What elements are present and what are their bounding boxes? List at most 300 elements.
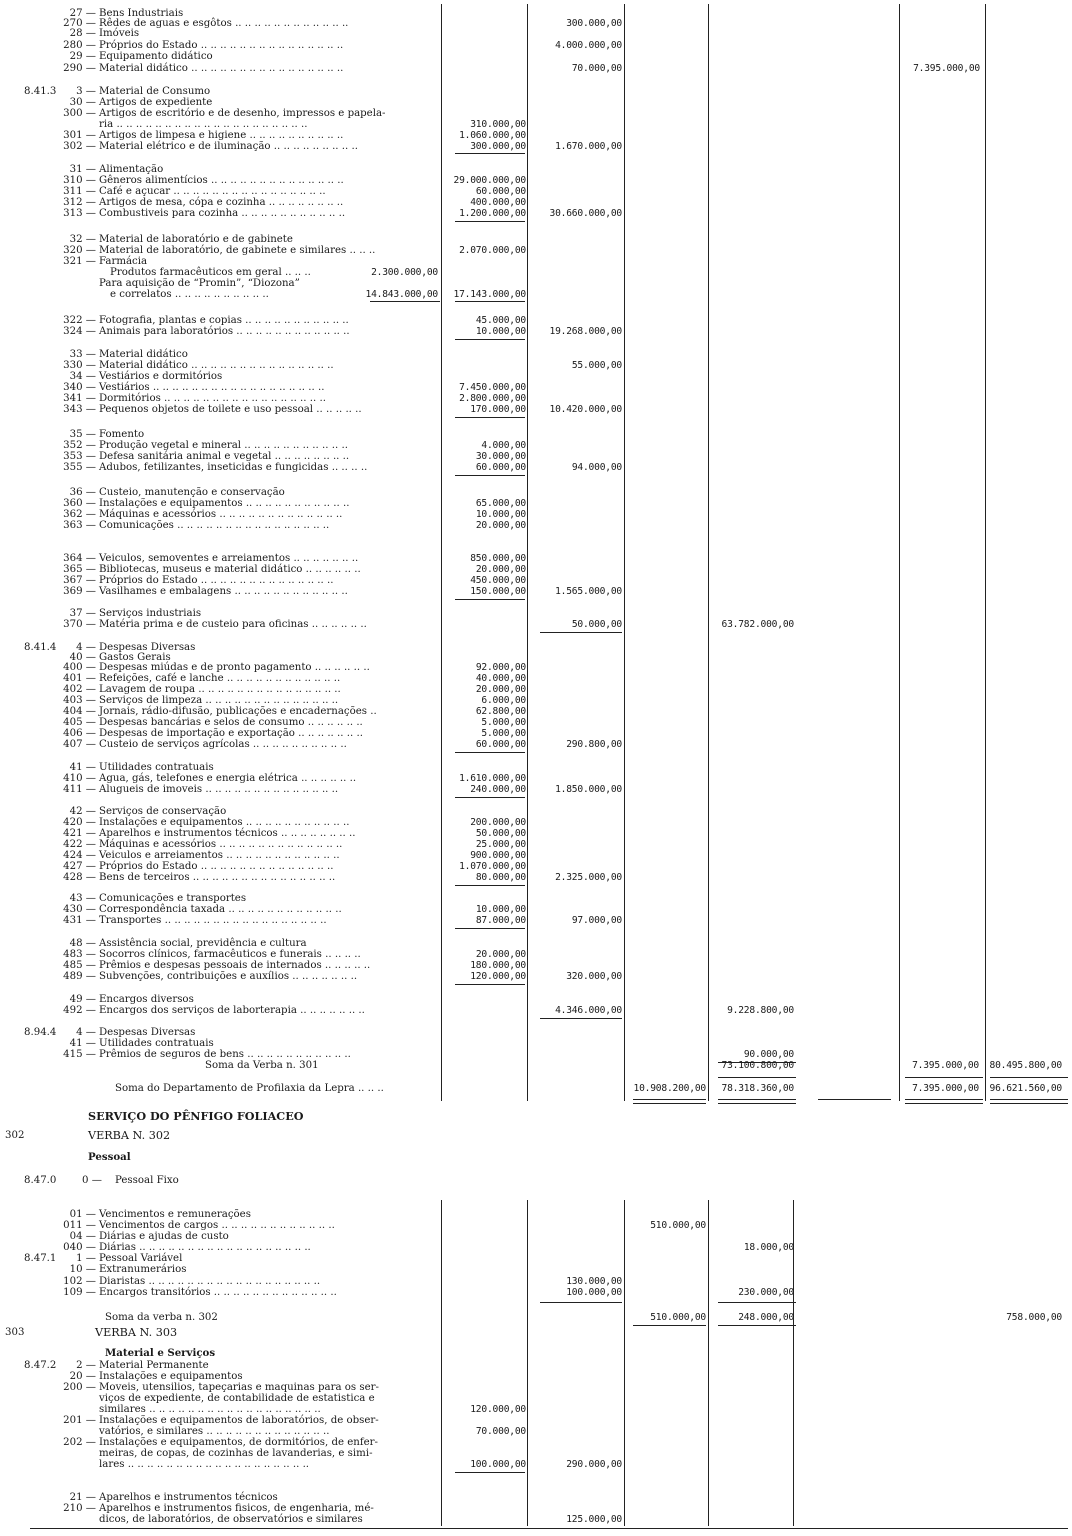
item-description: Aparelhos e instrumentos técnicos	[99, 1492, 278, 1503]
amount-c3: 19.268.000,00	[549, 326, 622, 337]
amount-c2: 200.000,00	[470, 817, 526, 828]
item-description: Jornais, rádio-difusão, publicações e encadernações ..	[99, 706, 377, 717]
item-description: lares .. .. .. .. .. .. .. .. .. .. .. .. .. .. .. .. .. .. ..	[99, 1459, 310, 1470]
table-row	[0, 429, 1072, 440]
item-description: Fomento	[99, 429, 145, 440]
subtotal-rule	[718, 1302, 796, 1303]
subtotal-rule	[455, 928, 525, 929]
item-code: 34 —	[69, 371, 96, 382]
item-code: 406 —	[63, 728, 96, 739]
item-code: 410 —	[63, 773, 96, 784]
table-row	[0, 289, 1072, 300]
item-code: 310 —	[63, 175, 96, 186]
amount-c2: 5.000,00	[481, 728, 526, 739]
table-row	[0, 108, 1072, 119]
table-row	[0, 773, 1072, 784]
table-row	[0, 1287, 1072, 1298]
item-description: Instalações e equipamentos .. .. .. .. .. .. .. .. .. .. ..	[99, 817, 350, 828]
table-row	[0, 40, 1072, 51]
section-number: 8.47.2	[24, 1360, 57, 1371]
table-row	[0, 186, 1072, 197]
item-code: 20 —	[69, 1371, 96, 1382]
table-row	[0, 51, 1072, 62]
total-rule	[818, 1099, 891, 1100]
amount-c3: 290.800,00	[566, 739, 622, 750]
item-code: 49 —	[69, 994, 96, 1005]
item-description: Veiculos e arreiamentos .. .. .. .. .. .. .. .. .. .. .. ..	[99, 850, 340, 861]
amount-c2: 17.143.000,00	[453, 289, 526, 300]
table-row	[0, 1503, 1072, 1514]
item-code: 31 —	[69, 164, 96, 175]
item-code: 313 —	[63, 208, 96, 219]
amount-c2: 1.070.000,00	[459, 861, 526, 872]
subtotal-rule	[370, 301, 440, 302]
table-row	[0, 371, 1072, 382]
amount-c3: 290.000,00	[566, 1459, 622, 1470]
table-row	[0, 278, 1072, 289]
amount-c2: 50.000,00	[475, 828, 526, 839]
item-code: 42 —	[69, 806, 96, 817]
table-row	[0, 662, 1072, 673]
item-code: 421 —	[63, 828, 96, 839]
item-code: 402 —	[63, 684, 96, 695]
table-row	[0, 1209, 1072, 1220]
item-code: 4 —	[76, 642, 96, 653]
item-code: 369 —	[63, 586, 96, 597]
item-description: Instalações e equipamentos	[99, 1371, 243, 1382]
soma-verba-302-label: Soma da verba n. 302	[105, 1312, 218, 1323]
amount-c2: 6.000,00	[481, 695, 526, 706]
item-description: Diárias .. .. .. .. .. .. .. .. .. .. .. .. .. .. .. .. .. ..	[99, 1242, 311, 1253]
item-code: 367 —	[63, 575, 96, 586]
subtotal-rule	[540, 1302, 622, 1303]
amount-c3: 1.850.000,00	[555, 784, 622, 795]
item-code: 405 —	[63, 717, 96, 728]
section-number: 8.41.4	[24, 642, 57, 653]
item-code: 41 —	[69, 1038, 96, 1049]
table-row	[0, 728, 1072, 739]
table-row	[0, 315, 1072, 326]
subtotal-rule	[455, 752, 525, 753]
verba-302-row	[0, 1130, 1072, 1141]
amount-c2: 1.200.000,00	[459, 208, 526, 219]
table-row	[0, 1382, 1072, 1393]
amount-c3: 4.000.000,00	[555, 40, 622, 51]
item-code: 431 —	[63, 915, 96, 926]
table-row	[0, 915, 1072, 926]
table-row	[0, 130, 1072, 141]
item-code: 312 —	[63, 197, 96, 208]
amount-c5: 230.000,00	[738, 1287, 794, 1298]
amount-c2: 87.000,00	[475, 915, 526, 926]
item-description: Gastos Gerais	[99, 652, 171, 663]
item-description: Agua, gás, telefones e energia elétrica .. .. .. .. .. ..	[99, 773, 357, 784]
subtotal-rule	[455, 797, 525, 798]
amount-c2: 1.060.000,00	[459, 130, 526, 141]
table-row	[0, 1049, 1072, 1060]
item-code: 403 —	[63, 695, 96, 706]
item-code: 4 —	[76, 1027, 96, 1038]
item-code: 27 —	[69, 8, 96, 19]
item-code: 352 —	[63, 440, 96, 451]
item-code: 202 —	[63, 1437, 96, 1448]
table-row	[0, 1038, 1072, 1049]
table-row	[0, 462, 1072, 473]
table-row	[0, 938, 1072, 949]
item-description: Prêmios de seguros de bens .. .. .. .. .. .. .. .. .. .. ..	[99, 1049, 351, 1060]
amount-c3: 1.670.000,00	[555, 141, 622, 152]
amount-c3: 55.000,00	[571, 360, 622, 371]
amount-c5: 90.000,00	[743, 1049, 794, 1060]
table-row	[0, 1242, 1072, 1253]
item-code: 430 —	[63, 904, 96, 915]
table-row	[0, 861, 1072, 872]
item-code: 428 —	[63, 872, 96, 883]
item-description: viços de expediente, de contabilidade de estatistica e	[99, 1393, 375, 1404]
item-description: Utilidades contratuais	[99, 762, 214, 773]
soma-verba-302-c4: 510.000,00	[650, 1312, 706, 1323]
item-code: 322 —	[63, 315, 96, 326]
item-description: Adubos, fetilizantes, inseticidas e fungicidas .. .. .. ..	[99, 462, 368, 473]
amount-c3: 100.000,00	[566, 1287, 622, 1298]
item-code: 102 —	[63, 1276, 96, 1287]
item-description: Alimentação	[99, 164, 164, 175]
soma-verba-301-c7: 80.495.800,00	[989, 1060, 1062, 1071]
amount-c2: 240.000,00	[470, 784, 526, 795]
soma-verba-301-c5: 73.100.800,00	[721, 1060, 794, 1071]
table-row	[0, 1448, 1072, 1459]
item-code: 29 —	[69, 51, 96, 62]
item-description: Equipamento didático	[99, 51, 213, 62]
item-code: 109 —	[63, 1287, 96, 1298]
table-row	[0, 1360, 1072, 1371]
item-description: Custeio de serviços agrícolas .. .. .. .. .. .. .. .. .. ..	[99, 739, 347, 750]
table-row	[0, 509, 1072, 520]
table-row	[0, 234, 1072, 245]
amount-c2: 70.000,00	[475, 1426, 526, 1437]
amount-c2: 62.800,00	[475, 706, 526, 717]
table-row	[0, 119, 1072, 130]
amount-c2: 7.450.000,00	[459, 382, 526, 393]
table-row	[0, 1264, 1072, 1275]
item-description: Artigos de limpesa e higiene .. .. .. .. .. .. .. .. .. ..	[99, 130, 344, 141]
subtotal-rule	[455, 221, 525, 222]
item-description: Rêdes de aguas e esgôtos .. .. .. .. .. .. .. .. .. .. .. ..	[99, 18, 349, 29]
item-description: Serviços industriais	[99, 608, 202, 619]
item-description: Refeições, café e lanche .. .. .. .. .. .. .. .. .. .. .. ..	[99, 673, 341, 684]
item-code: 300 —	[63, 108, 96, 119]
soma-departamento-c4: 10.908.200,00	[633, 1083, 706, 1094]
table-row	[0, 1514, 1072, 1525]
amount-c2: 60.000,00	[475, 739, 526, 750]
item-code: 32 —	[69, 234, 96, 245]
item-code: 353 —	[63, 451, 96, 462]
amount-c2: 900.000,00	[470, 850, 526, 861]
item-code: 360 —	[63, 498, 96, 509]
item-code: 343 —	[63, 404, 96, 415]
item-code: 320 —	[63, 245, 96, 256]
item-description: Moveis, utensilios, tapeçarias e maquinas para os ser-	[99, 1382, 379, 1393]
item-description: Instalações e equipamentos .. .. .. .. .. .. .. .. .. .. ..	[99, 498, 350, 509]
item-code: 301 —	[63, 130, 96, 141]
amount-c2: 20.000,00	[475, 564, 526, 575]
table-row	[0, 1404, 1072, 1415]
pessoal-fixo-desc: Pessoal Fixo	[115, 1175, 179, 1186]
table-row	[0, 817, 1072, 828]
verba-302-title: VERBA N. 302	[88, 1129, 171, 1142]
item-code: 35 —	[69, 429, 96, 440]
amount-c2: 80.000,00	[475, 872, 526, 883]
item-description: e correlatos .. .. .. .. .. .. .. .. .. ..	[110, 289, 269, 300]
item-description: Farmácia	[99, 256, 148, 267]
amount-c2: 400.000,00	[470, 197, 526, 208]
table-row	[0, 1437, 1072, 1448]
table-row	[0, 839, 1072, 850]
item-description: Prêmios e despesas pessoais de internados .. .. .. .. ..	[99, 960, 371, 971]
amount-c2: 29.000.000,00	[453, 175, 526, 186]
material-servicos-heading: Material e Serviços	[105, 1347, 216, 1359]
total-rule	[905, 1103, 983, 1104]
table-row	[0, 739, 1072, 750]
item-code: 400 —	[63, 662, 96, 673]
item-code: 485 —	[63, 960, 96, 971]
section-number: 8.47.1	[24, 1253, 57, 1264]
soma-verba-302-c7: 758.000,00	[1006, 1312, 1062, 1323]
item-description: Lavagem de roupa .. .. .. .. .. .. .. .. .. .. .. .. .. .. ..	[99, 684, 341, 695]
table-row	[0, 684, 1072, 695]
amount-c3: 130.000,00	[566, 1276, 622, 1287]
item-code: 489 —	[63, 971, 96, 982]
item-description: Café e açucar .. .. .. .. .. .. .. .. .. .. .. .. .. .. .. ..	[99, 186, 326, 197]
table-row	[0, 1231, 1072, 1242]
item-description: Aparelhos e instrumentos técnicos .. .. .. .. .. .. .. ..	[99, 828, 356, 839]
item-description: Material de laboratório e de gabinete	[99, 234, 293, 245]
subtotal-rule	[455, 984, 525, 985]
item-description: Socorros clínicos, farmacêuticos e funerais .. .. .. ..	[99, 949, 361, 960]
item-code: 422 —	[63, 839, 96, 850]
item-code: 404 —	[63, 706, 96, 717]
table-row	[0, 673, 1072, 684]
table-row	[0, 208, 1072, 219]
table-row	[0, 619, 1072, 630]
amount-c2: 2.800.000,00	[459, 393, 526, 404]
amount-c2: 30.000,00	[475, 451, 526, 462]
table-row	[0, 267, 1072, 278]
item-description: Combustiveis para cozinha .. .. .. .. .. .. .. .. .. .. ..	[99, 208, 346, 219]
item-description: Material de laboratório, de gabinete e similares .. .. ..	[99, 245, 376, 256]
amount-c2: 65.000,00	[475, 498, 526, 509]
item-code: 341 —	[63, 393, 96, 404]
item-code: 311 —	[63, 186, 96, 197]
item-description: similares .. .. .. .. .. .. .. .. .. .. .. .. .. .. .. .. .. ..	[99, 1404, 321, 1415]
item-description: Bibliotecas, museus e material didático .. .. .. .. .. ..	[99, 564, 361, 575]
table-row	[0, 382, 1072, 393]
table-row	[0, 1027, 1072, 1038]
item-description: Bens Industriais	[99, 8, 184, 19]
item-code: 200 —	[63, 1382, 96, 1393]
page-bottom-rule	[30, 1528, 1068, 1529]
item-description: Material elétrico e de iluminação .. .. .. .. .. .. .. .. ..	[99, 141, 358, 152]
item-description: Defesa sanitária animal e vegetal .. .. .. .. .. .. .. ..	[99, 451, 350, 462]
pessoal-fixo-section: 8.47.0	[24, 1175, 57, 1186]
subtotal-rule	[718, 1077, 796, 1078]
item-description: Artigos de escritório e de desenho, impressos e papela-	[99, 108, 386, 119]
table-row	[0, 245, 1072, 256]
material-servicos-row	[0, 1348, 1072, 1359]
item-description: Bens de terceiros .. .. .. .. .. .. .. .. .. .. .. .. .. .. ..	[99, 872, 336, 883]
item-code: 10 —	[69, 1264, 96, 1275]
soma-verba-302-row	[0, 1312, 1072, 1323]
table-row	[0, 994, 1072, 1005]
amount-c2: 92.000,00	[475, 662, 526, 673]
item-code: 201 —	[63, 1415, 96, 1426]
item-description: Máquinas e acessórios .. .. .. .. .. .. .. .. .. .. .. .. ..	[99, 839, 343, 850]
servico-title: SERVIÇO DO PÊNFIGO FOLIACEO	[88, 1109, 304, 1123]
item-description: Matéria prima e de custeio para oficinas .. .. .. .. .. ..	[99, 619, 367, 630]
soma-verba-302-c5: 248.000,00	[738, 1312, 794, 1323]
table-row	[0, 256, 1072, 267]
amount-c3: 4.346.000,00	[555, 1005, 622, 1016]
amount-c4: 510.000,00	[650, 1220, 706, 1231]
item-code: 48 —	[69, 938, 96, 949]
table-row	[0, 695, 1072, 706]
item-description: Despesas bancárias e selos de consumo .. .. .. .. .. ..	[99, 717, 363, 728]
amount-c5: 9.228.800,00	[727, 1005, 794, 1016]
item-code: 330 —	[63, 360, 96, 371]
table-row	[0, 1220, 1072, 1231]
item-code: 270 —	[63, 18, 96, 29]
soma-departamento-c5: 78.318.360,00	[721, 1083, 794, 1094]
item-code: 483 —	[63, 949, 96, 960]
amount-c2: 120.000,00	[470, 1404, 526, 1415]
table-row	[0, 1253, 1072, 1264]
item-code: 36 —	[69, 487, 96, 498]
amount-c2: 4.000,00	[481, 440, 526, 451]
table-row	[0, 1371, 1072, 1382]
pessoal-heading: Pessoal	[88, 1151, 131, 1163]
verba-302-margin: 302	[5, 1130, 25, 1141]
item-description: Fotografia, plantas e copias .. .. .. .. .. .. .. .. .. .. ..	[99, 315, 349, 326]
item-description: Imóveis	[99, 28, 140, 39]
subtotal-rule	[455, 153, 525, 154]
table-row	[0, 86, 1072, 97]
amount-c2: 2.070.000,00	[459, 245, 526, 256]
item-description: Encargos dos serviços de laborterapia .. .. .. .. .. .. ..	[99, 1005, 365, 1016]
item-description: Instalações e equipamentos de laboratórios, de obser-	[99, 1415, 379, 1426]
amount-c2: 1.610.000,00	[459, 773, 526, 784]
table-row	[0, 828, 1072, 839]
table-row	[0, 63, 1072, 74]
amount-c3: 50.000,00	[571, 619, 622, 630]
table-row	[0, 949, 1072, 960]
item-description: Próprios do Estado .. .. .. .. .. .. .. .. .. .. .. .. .. .. ..	[99, 40, 344, 51]
item-code: 492 —	[63, 1005, 96, 1016]
amount-c3: 94.000,00	[571, 462, 622, 473]
table-row	[0, 393, 1072, 404]
verba-303-row	[0, 1327, 1072, 1338]
table-row	[0, 608, 1072, 619]
section-number: 8.94.4	[24, 1027, 57, 1038]
item-code: 363 —	[63, 520, 96, 531]
subtotal-rule	[990, 1077, 1068, 1078]
soma-verba-301-c6: 7.395.000,00	[912, 1060, 979, 1071]
item-description: Serviços de limpeza .. .. .. .. .. .. .. .. .. .. .. .. .. ..	[99, 695, 339, 706]
item-description: Dormitórios .. .. .. .. .. .. .. .. .. .. .. .. .. .. .. .. ..	[99, 393, 326, 404]
table-row	[0, 326, 1072, 337]
item-description: Veiculos, semoventes e arreiamentos .. .. .. .. .. .. ..	[99, 553, 359, 564]
table-row	[0, 575, 1072, 586]
amount-c5: 18.000,00	[743, 1242, 794, 1253]
table-row	[0, 197, 1072, 208]
table-row	[0, 850, 1072, 861]
item-code: 1 —	[76, 1253, 96, 1264]
item-description: Instalações e equipamentos, de dormitórios, de enfer-	[99, 1437, 378, 1448]
servico-title-row	[0, 1111, 1072, 1122]
item-code: 01 —	[69, 1209, 96, 1220]
item-description: Despesas miúdas e de pronto pagamento .. .. .. .. .. ..	[99, 662, 370, 673]
item-description: Material didático	[99, 349, 188, 360]
item-description: meiras, de copas, de cozinhas de lavanderias, e simi-	[99, 1448, 373, 1459]
item-description: Despesas de importação e exportação .. .. .. .. .. .. ..	[99, 728, 363, 739]
item-code: 364 —	[63, 553, 96, 564]
item-code: 340 —	[63, 382, 96, 393]
subtotal-rule	[905, 1077, 983, 1078]
total-rule	[990, 1103, 1068, 1104]
amount-c2: 310.000,00	[470, 119, 526, 130]
item-description: Máquinas e acessórios .. .. .. .. .. .. .. .. .. .. .. .. ..	[99, 509, 343, 520]
table-row	[0, 28, 1072, 39]
item-description: Artigos de mesa, cópa e cozinha .. .. .. .. .. .. .. ..	[99, 197, 344, 208]
amount-c2: 100.000,00	[470, 1459, 526, 1470]
item-description: Diárias e ajudas de custo	[99, 1231, 229, 1242]
amount-c3: 70.000,00	[571, 63, 622, 74]
item-description: Correspondência taxada .. .. .. .. .. .. .. .. .. .. .. ..	[99, 904, 342, 915]
amount-c2: 45.000,00	[475, 315, 526, 326]
soma-verba-301-label: Soma da Verba n. 301	[205, 1060, 319, 1071]
amount-c2: 300.000,00	[470, 141, 526, 152]
subtotal-rule	[540, 632, 622, 633]
amount-c3: 300.000,00	[566, 18, 622, 29]
amount-c3: 2.325.000,00	[555, 872, 622, 883]
total-rule	[718, 1103, 796, 1104]
sub-amount: 14.843.000,00	[365, 289, 438, 300]
table-row	[0, 520, 1072, 531]
soma-departamento-c7: 96.621.560,00	[989, 1083, 1062, 1094]
amount-c2: 20.000,00	[475, 684, 526, 695]
amount-c2: 20.000,00	[475, 949, 526, 960]
item-code: 37 —	[69, 608, 96, 619]
item-description: Produtos farmacêuticos em geral .. .. ..	[110, 267, 311, 278]
item-code: 21 —	[69, 1492, 96, 1503]
item-code: 2 —	[76, 1360, 96, 1371]
item-description: Vestiários .. .. .. .. .. .. .. .. .. .. .. .. .. .. .. .. .. ..	[99, 382, 325, 393]
subtotal-rule	[455, 417, 525, 418]
table-row	[0, 360, 1072, 371]
total-rule	[633, 1099, 706, 1100]
item-code: 401 —	[63, 673, 96, 684]
table-row	[0, 1276, 1072, 1287]
item-code: 43 —	[69, 893, 96, 904]
item-code: 41 —	[69, 762, 96, 773]
item-code: 362 —	[63, 509, 96, 520]
pessoal-fixo-row	[0, 1175, 1072, 1186]
amount-c6: 7.395.000,00	[913, 63, 980, 74]
item-description: Comunicações .. .. .. .. .. .. .. .. .. .. .. .. .. .. .. ..	[99, 520, 330, 531]
item-description: Para aquisição de “Promin”, “Diozona”	[99, 278, 300, 289]
table-row	[0, 1459, 1072, 1470]
table-row	[0, 1393, 1072, 1404]
item-description: Vestiários e dormitórios	[99, 371, 223, 382]
